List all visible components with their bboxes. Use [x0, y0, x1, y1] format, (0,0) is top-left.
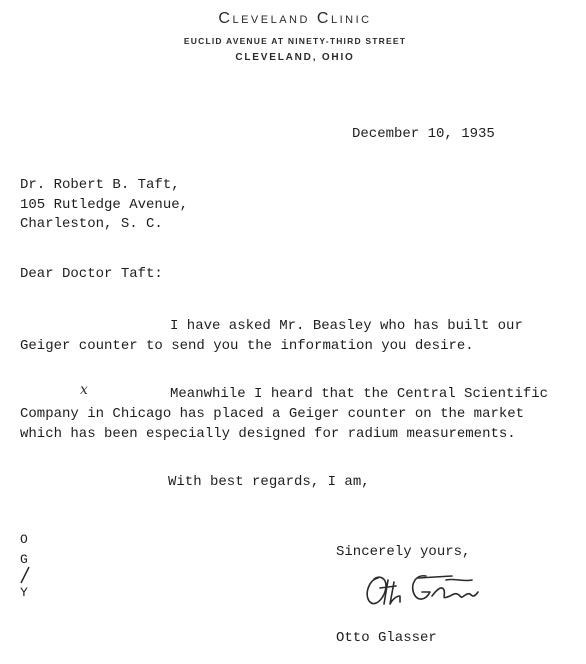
margin-mark: x: [80, 382, 88, 398]
recipient-name: Dr. Robert B. Taft,: [20, 177, 180, 193]
typed-signature-name: Otto Glasser: [336, 630, 437, 646]
recipient-city: Charleston, S. C.: [20, 216, 163, 232]
initial-author: O: [20, 532, 28, 547]
paragraph-1-line-1: I have asked Mr. Beasley who has built our: [170, 318, 523, 334]
letter-date: December 10, 1935: [352, 126, 495, 142]
handwritten-signature: [360, 566, 490, 616]
recipient-street: 105 Rutledge Avenue,: [20, 197, 189, 213]
initial-typist: Y: [20, 585, 28, 600]
initials-slash: [18, 566, 32, 584]
paragraph-2-line-2: Company in Chicago has placed a Geiger counter on the market: [20, 406, 525, 422]
closing-sincerely: Sincerely yours,: [336, 544, 471, 560]
letterhead-city: CLEVELAND, OHIO: [235, 52, 355, 63]
paragraph-2-line-1: Meanwhile I heard that the Central Scientific: [170, 386, 549, 402]
paragraph-1-line-2: Geiger counter to send you the information you desire.: [20, 338, 474, 354]
paragraph-2-line-3: which has been especially designed for radium measurements.: [20, 426, 516, 442]
letterhead-name: Cleveland Clinic: [218, 10, 372, 27]
letterhead-street: EUCLID AVENUE AT NINETY-THIRD STREET: [183, 36, 407, 46]
salutation: Dear Doctor Taft:: [20, 266, 163, 282]
initial-line-2: G: [20, 552, 28, 567]
closing-regards: With best regards, I am,: [168, 474, 370, 490]
